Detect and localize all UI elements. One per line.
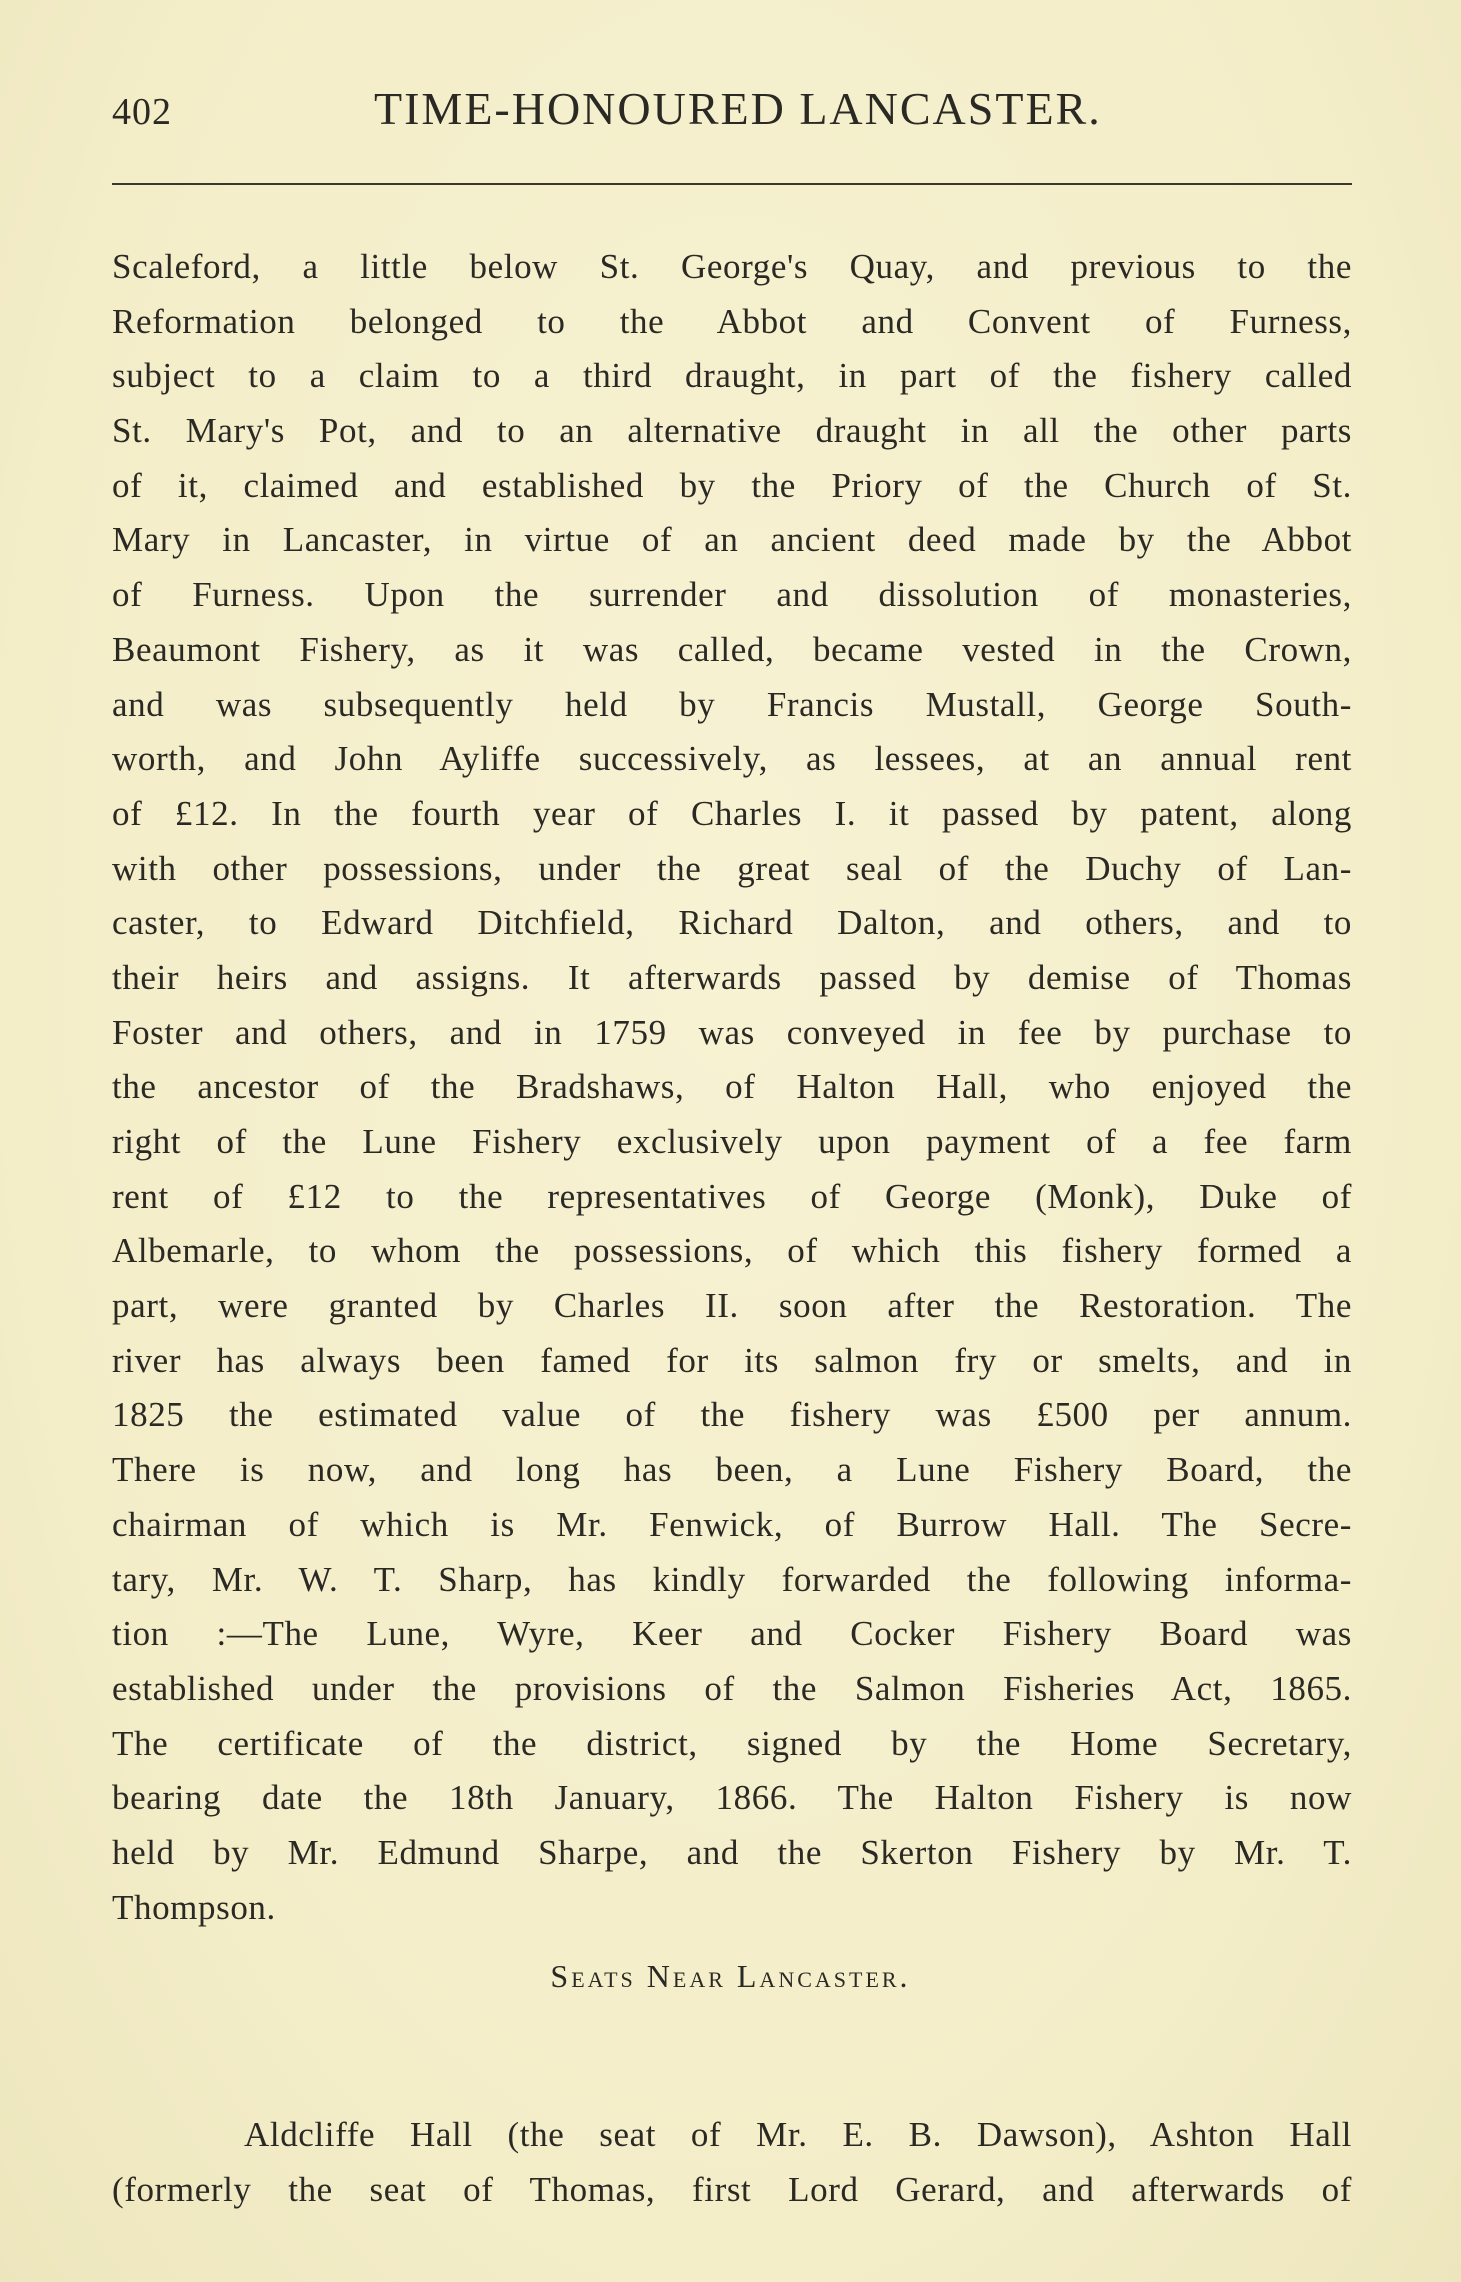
- header-rule: [112, 183, 1352, 185]
- text-line: (formerly the seat of Thomas, first Lord Gerard, and afterwards of: [112, 2169, 1352, 2209]
- text-line: tary, Mr. W. T. Sharp, has kindly forwarded the following informa-: [112, 1559, 1352, 1599]
- text-line: chairman of which is Mr. Fenwick, of Burrow Hall. The Secre-: [112, 1504, 1352, 1544]
- text-line: of £12. In the fourth year of Charles I. it passed by patent, along: [112, 793, 1352, 833]
- text-line: and was subsequently held by Francis Mustall, George South-: [112, 684, 1352, 724]
- text-line: held by Mr. Edmund Sharpe, and the Skerton Fishery by Mr. T.: [112, 1832, 1352, 1872]
- section-heading: Seats Near Lancaster.: [550, 1958, 911, 1994]
- main-paragraph: [112, 240, 1352, 1935]
- text-line: 1825 the estimated value of the fishery was £500 per annum.: [112, 1395, 1352, 1435]
- text-line: their heirs and assigns. It afterwards passed by demise of Thomas: [112, 957, 1352, 997]
- text-line: tion :—The Lune, Wyre, Keer and Cocker Fishery Board was: [112, 1614, 1352, 1654]
- text-line: Aldcliffe Hall (the seat of Mr. E. B. Dawson), Ashton Hall: [244, 2115, 1352, 2154]
- page-header: [112, 82, 1352, 142]
- running-title: TIME-HONOURED LANCASTER.: [374, 83, 1102, 134]
- text-line: bearing date the 18th January, 1866. The Halton Fishery is now: [112, 1778, 1352, 1818]
- text-line: Mary in Lancaster, in virtue of an ancient deed made by the Abbot: [112, 520, 1352, 560]
- text-line: river has always been famed for its salmon fry or smelts, and in: [112, 1340, 1352, 1380]
- text-line: Foster and others, and in 1759 was conveyed in fee by purchase to: [112, 1012, 1352, 1052]
- text-line: part, were granted by Charles II. soon after the Restoration. The: [112, 1286, 1352, 1326]
- text-line: St. Mary's Pot, and to an alternative draught in all the other parts: [112, 411, 1352, 451]
- text-line: Reformation belonged to the Abbot and Convent of Furness,: [112, 301, 1352, 341]
- text-line: Thompson.: [112, 1887, 276, 1927]
- text-line: right of the Lune Fishery exclusively upon payment of a fee farm: [112, 1122, 1352, 1161]
- text-line: the ancestor of the Bradshaws, of Halton Hall, who enjoyed the: [112, 1067, 1352, 1107]
- text-line: established under the provisions of the Salmon Fisheries Act, 1865.: [112, 1668, 1352, 1708]
- page-number: 402: [112, 91, 172, 133]
- next-paragraph: [112, 2108, 1352, 2217]
- text-line: Scaleford, a little below St. George's Quay, and previous to the: [112, 247, 1352, 286]
- text-line: rent of £12 to the representatives of George (Monk), Duke of: [112, 1176, 1352, 1216]
- text-line: Albemarle, to whom the possessions, of which this fishery formed a: [112, 1231, 1352, 1271]
- text-line: There is now, and long has been, a Lune Fishery Board, the: [112, 1450, 1352, 1490]
- text-line: Beaumont Fishery, as it was called, became vested in the Crown,: [112, 629, 1352, 669]
- text-line: caster, to Edward Ditchfield, Richard Dalton, and others, and to: [112, 903, 1352, 943]
- text-line: worth, and John Ayliffe successively, as lessees, at an annual rent: [112, 739, 1352, 779]
- text-line: The certificate of the district, signed by the Home Secretary,: [112, 1723, 1352, 1763]
- text-line: of Furness. Upon the surrender and dissolution of monasteries,: [112, 575, 1352, 615]
- text-line: with other possessions, under the great seal of the Duchy of Lan-: [112, 848, 1352, 888]
- text-line: of it, claimed and established by the Priory of the Church of St.: [112, 465, 1352, 505]
- text-line: subject to a claim to a third draught, in part of the fishery called: [112, 356, 1352, 396]
